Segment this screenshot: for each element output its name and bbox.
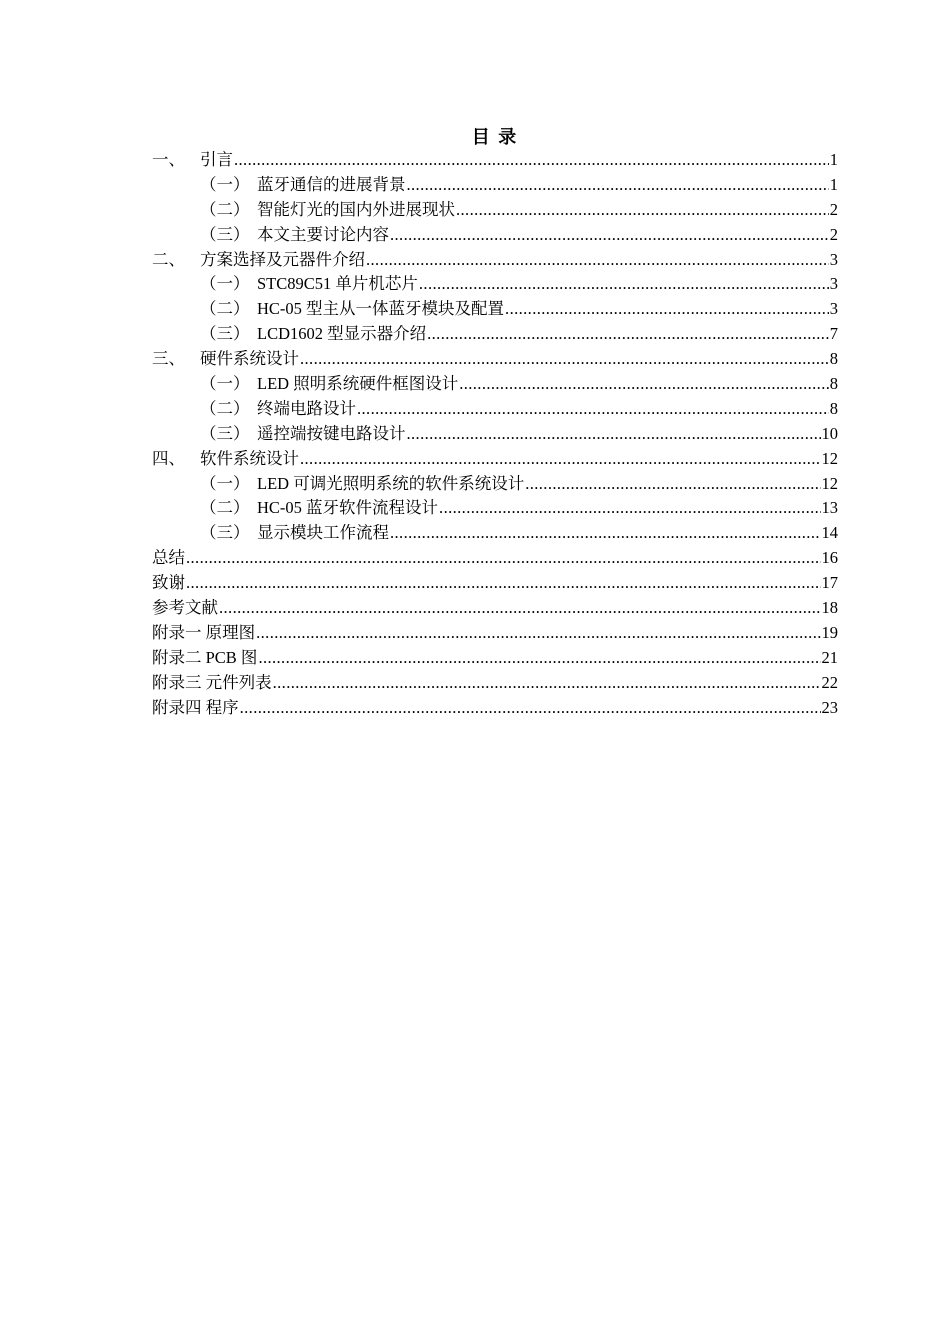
toc-entry-page: 1 xyxy=(829,150,838,169)
toc-entry-number: （一） xyxy=(200,374,250,394)
toc-entry[interactable] xyxy=(152,148,838,173)
toc-entry[interactable] xyxy=(152,496,838,521)
dot-leader xyxy=(240,696,821,721)
toc-entry-page: 3 xyxy=(829,299,838,319)
toc-entry-page: 16 xyxy=(821,548,838,568)
toc-entry-page: 3 xyxy=(829,249,838,269)
toc-entry-label: 蓝牙通信的进展背景 xyxy=(257,174,406,194)
toc-entry-page: 23 xyxy=(821,697,838,717)
toc-entry-number: （三） xyxy=(200,224,250,244)
toc-entry[interactable] xyxy=(152,521,838,546)
toc-entry-label: 软件系统设计 xyxy=(200,448,299,468)
toc-entry-label: 附录三 元件列表 xyxy=(152,672,272,692)
toc-entry-number: （三） xyxy=(200,423,250,443)
dot-leader xyxy=(456,198,829,223)
toc-entry[interactable] xyxy=(152,272,838,297)
toc-entry[interactable] xyxy=(152,397,838,422)
toc-entry-label: 总结 xyxy=(152,548,185,568)
toc-entry-label: 智能灯光的国内外进展现状 xyxy=(257,199,455,219)
dot-leader xyxy=(505,297,829,322)
toc-entry-page: 18 xyxy=(821,598,838,618)
toc-entry-label: 参考文献 xyxy=(152,598,218,618)
toc-entry-number: （三） xyxy=(200,324,250,344)
toc-entry-page: 1 xyxy=(829,174,838,194)
toc-entry[interactable] xyxy=(152,347,838,372)
toc-entry-page: 2 xyxy=(829,224,838,244)
toc-entry-number: （二） xyxy=(200,498,250,518)
toc-entry-number: （三） xyxy=(200,523,250,543)
dot-leader xyxy=(427,322,829,347)
dot-leader xyxy=(357,397,829,422)
toc-entry-number: （一） xyxy=(200,274,250,294)
toc-entry-page: 17 xyxy=(821,573,838,593)
dot-leader xyxy=(258,646,820,671)
toc-entry[interactable] xyxy=(152,198,838,223)
toc-entry-number: （一） xyxy=(200,473,250,493)
toc-entry-label: 附录四 程序 xyxy=(152,697,239,717)
toc-entry-label: 硬件系统设计 xyxy=(200,349,299,369)
toc-entry[interactable] xyxy=(152,173,838,198)
dot-leader xyxy=(273,671,821,696)
toc-entry[interactable] xyxy=(152,646,838,671)
table-of-contents xyxy=(152,148,838,720)
dot-leader xyxy=(234,148,829,173)
dot-leader xyxy=(419,272,829,297)
dot-leader xyxy=(219,596,821,621)
dot-leader xyxy=(390,521,821,546)
toc-entry-label: LED 照明系统硬件框图设计 xyxy=(257,374,459,394)
toc-entry[interactable] xyxy=(152,248,838,273)
toc-title: 目 录 xyxy=(471,127,519,147)
toc-entry-label: 终端电路设计 xyxy=(257,398,356,418)
toc-entry-page: 8 xyxy=(829,349,838,369)
toc-entry-page: 22 xyxy=(821,672,838,692)
toc-entry[interactable] xyxy=(152,621,838,646)
toc-entry-page: 12 xyxy=(821,473,838,493)
toc-entry[interactable] xyxy=(152,297,838,322)
dot-leader xyxy=(300,347,829,372)
toc-entry-label: 附录二 PCB 图 xyxy=(152,647,258,667)
dot-leader xyxy=(407,173,829,198)
toc-entry-page: 8 xyxy=(829,398,838,418)
dot-leader xyxy=(390,223,829,248)
toc-entry[interactable] xyxy=(152,223,838,248)
toc-entry-page: 2 xyxy=(829,199,838,219)
toc-entry[interactable] xyxy=(152,671,838,696)
toc-entry-label: HC-05 蓝牙软件流程设计 xyxy=(257,498,439,518)
toc-entry-page: 21 xyxy=(821,647,838,667)
toc-entry-number: （二） xyxy=(200,199,250,219)
toc-entry-label: 本文主要讨论内容 xyxy=(257,224,389,244)
toc-entry-page: 19 xyxy=(821,622,838,642)
toc-entry-page: 8 xyxy=(829,374,838,394)
toc-entry-label: 方案选择及元器件介绍 xyxy=(200,249,365,269)
toc-entry-number: 四、 xyxy=(152,448,185,468)
dot-leader xyxy=(439,496,820,521)
toc-entry-label: STC89C51 单片机芯片 xyxy=(257,274,418,294)
toc-entry-number: （一） xyxy=(200,174,250,194)
toc-entry-label: 致谢 xyxy=(152,573,185,593)
dot-leader xyxy=(186,546,821,571)
dot-leader xyxy=(525,472,820,497)
toc-entry-label: 遥控端按键电路设计 xyxy=(257,423,406,443)
toc-entry-label: 引言 xyxy=(200,150,233,169)
dot-leader xyxy=(256,621,820,646)
toc-entry-label: HC-05 型主从一体蓝牙模块及配置 xyxy=(257,299,505,319)
dot-leader xyxy=(366,248,829,273)
toc-entry-label: LCD1602 型显示器介绍 xyxy=(257,324,427,344)
toc-entry[interactable] xyxy=(152,571,838,596)
toc-entry-page: 12 xyxy=(821,448,838,468)
dot-leader xyxy=(407,422,821,447)
toc-entry[interactable] xyxy=(152,696,838,721)
toc-entry-label: 附录一 原理图 xyxy=(152,622,256,642)
toc-entry-label: LED 可调光照明系统的软件系统设计 xyxy=(257,473,525,493)
dot-leader xyxy=(459,372,829,397)
toc-entry-page: 3 xyxy=(829,274,838,294)
toc-entry-page: 10 xyxy=(821,423,838,443)
toc-entry[interactable] xyxy=(152,422,838,447)
toc-entry-page: 14 xyxy=(821,523,838,543)
toc-entry-number: 一、 xyxy=(152,150,185,169)
toc-entry-number: 三、 xyxy=(152,349,185,369)
toc-entry[interactable] xyxy=(152,472,838,497)
toc-entry-number: （二） xyxy=(200,398,250,418)
toc-entry-number: 二、 xyxy=(152,249,185,269)
dot-leader xyxy=(186,571,821,596)
toc-entry-page: 13 xyxy=(821,498,838,518)
toc-entry-number: （二） xyxy=(200,299,250,319)
toc-entry-page: 7 xyxy=(829,324,838,344)
toc-entry[interactable] xyxy=(152,596,838,621)
toc-entry[interactable] xyxy=(152,546,838,571)
toc-entry[interactable] xyxy=(152,372,838,397)
toc-entry[interactable] xyxy=(152,322,838,347)
toc-entry-label: 显示模块工作流程 xyxy=(257,523,389,543)
toc-entry[interactable] xyxy=(152,447,838,472)
dot-leader xyxy=(300,447,821,472)
